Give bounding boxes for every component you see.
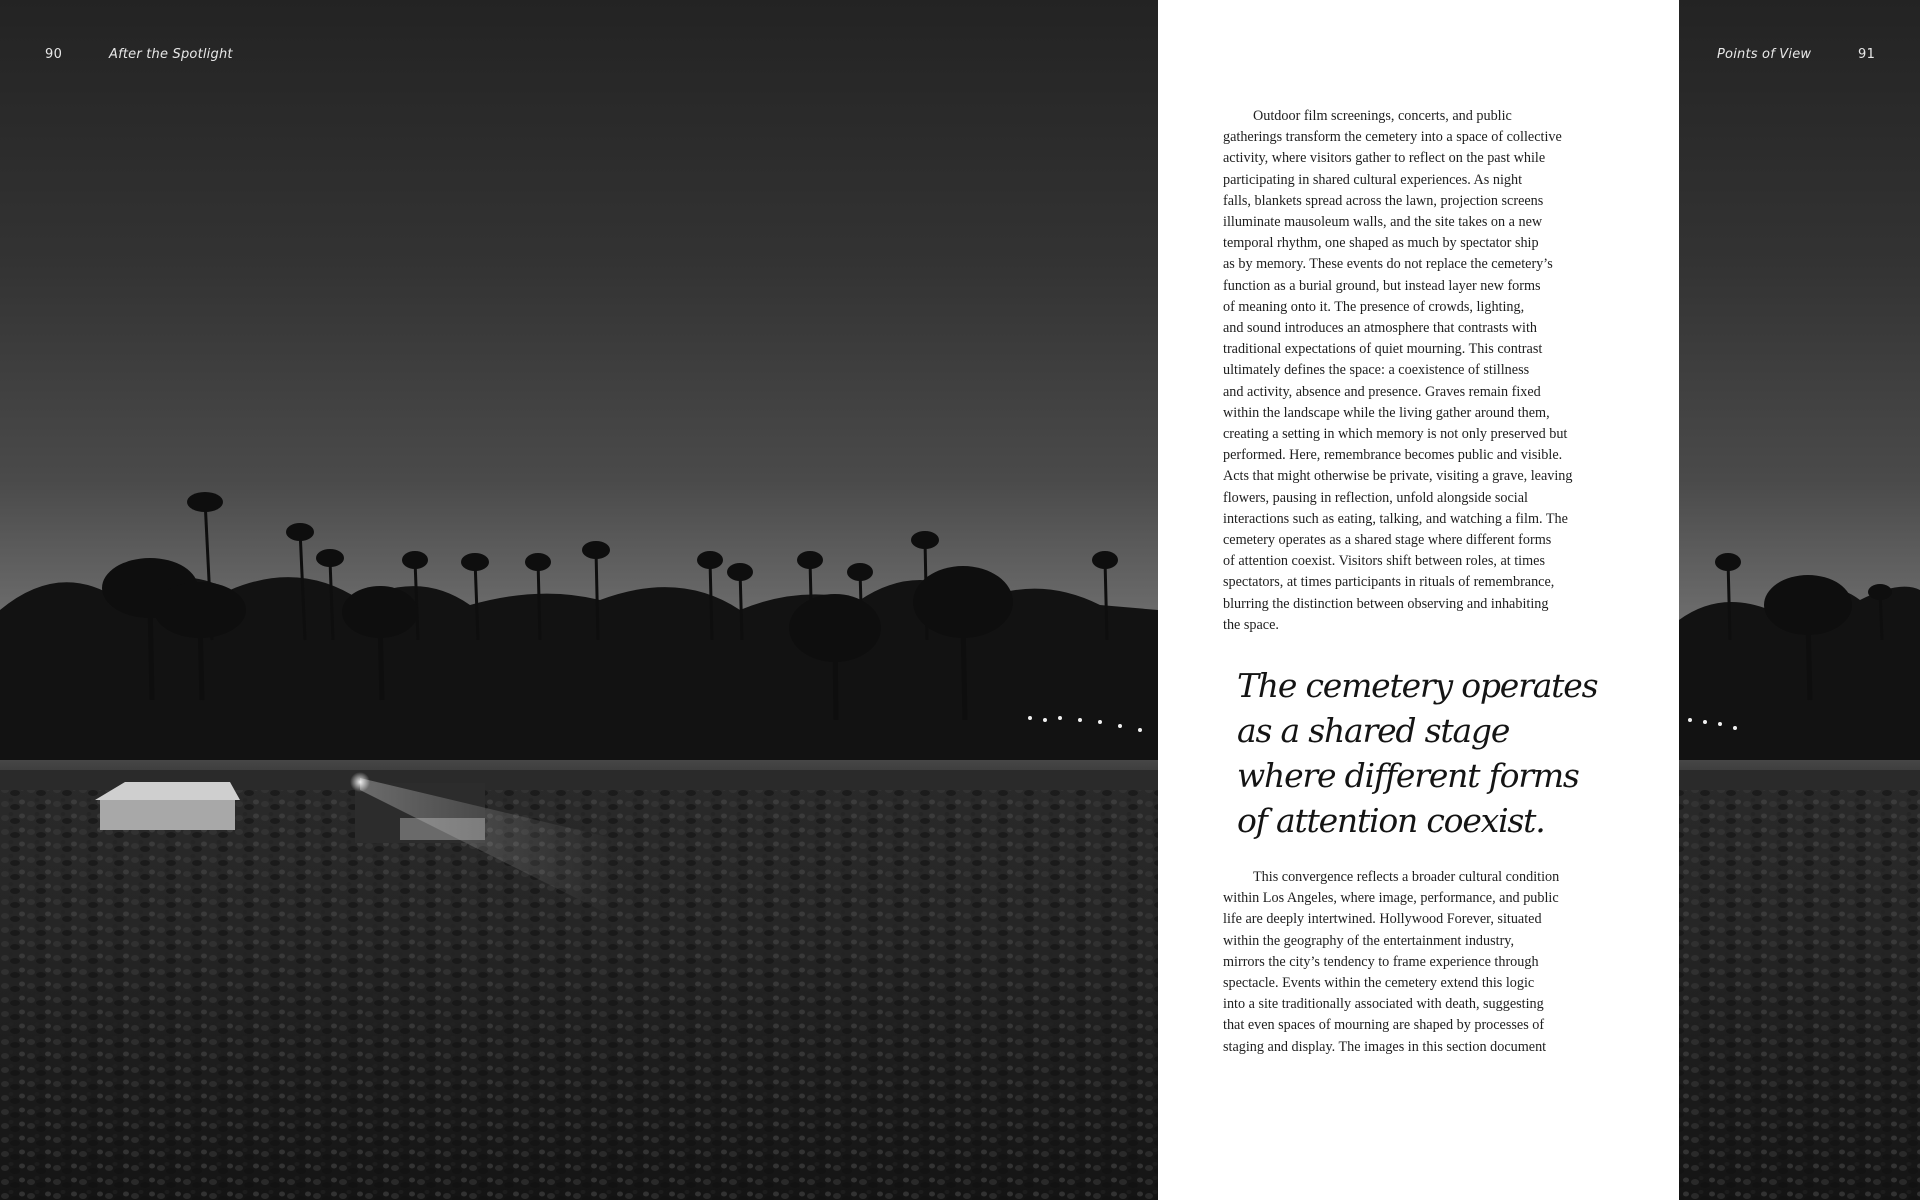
body-text-line: Acts that might otherwise be private, visiting a grave, leaving (1223, 468, 1573, 485)
pull-quote-line: The cemetery operates (1237, 666, 1598, 705)
right-page-number: 91 (1858, 47, 1876, 62)
body-paragraph-1 (1223, 106, 1623, 636)
body-text-line: interactions such as eating, talking, and watching a film. The (1223, 510, 1568, 527)
body-text-line: of attention coexist. Visitors shift between roles, at times (1223, 553, 1545, 570)
body-paragraph-2 (1223, 867, 1623, 1058)
left-page-number: 90 (45, 47, 63, 62)
pull-quote-line: where different forms (1237, 756, 1579, 795)
left-running-head: After the Spotlight (109, 47, 233, 62)
pull-quote-line: of attention coexist. (1237, 801, 1545, 840)
body-text-line: gatherings transform the cemetery into a space of collective (1223, 129, 1562, 146)
body-text-line: activity, where visitors gather to reflect on the past while (1223, 150, 1546, 167)
body-text-line: Outdoor film screenings, concerts, and public (1253, 108, 1512, 124)
pull-quote-line: as a shared stage (1237, 711, 1510, 750)
body-text-line: blurring the distinction between observing and inhabiting (1223, 595, 1549, 612)
white-tent (95, 782, 240, 830)
body-text-line: staging and display. The images in this section document (1223, 1038, 1547, 1055)
body-text-line: of meaning onto it. The presence of crowds, lighting, (1223, 298, 1525, 315)
body-text-line: that even spaces of mourning are shaped by processes of (1223, 1017, 1545, 1034)
body-text-line: into a site traditionally associated with death, suggesting (1223, 996, 1544, 1013)
body-text-line: within the landscape while the living gather around them, (1223, 404, 1550, 421)
pull-quote (1237, 663, 1657, 843)
body-text-line: performed. Here, remembrance becomes public and visible. (1223, 447, 1563, 464)
body-text-line: mirrors the city’s tendency to frame experience through (1223, 953, 1539, 970)
body-text-line: within the geography of the entertainment industry, (1223, 932, 1515, 949)
body-text-line: and sound introduces an atmosphere that contrasts with (1223, 320, 1538, 337)
body-text-line: illuminate mausoleum walls, and the site takes on a new (1223, 214, 1543, 231)
body-text-line: life are deeply intertwined. Hollywood Forever, situated (1223, 911, 1542, 928)
body-text-line: falls, blankets spread across the lawn, projection screens (1223, 192, 1544, 209)
text-column (1158, 0, 1679, 1200)
body-text-line: ultimately defines the space: a coexistence of stillness (1223, 362, 1530, 379)
body-text-line: temporal rhythm, one shaped as much by spectator ship (1223, 235, 1539, 252)
body-text-line: function as a burial ground, but instead layer new forms (1223, 277, 1541, 294)
body-text-line: within Los Angeles, where image, performance, and public (1223, 890, 1559, 907)
body-text-line: spectators, at times participants in rituals of remembrance, (1223, 574, 1555, 591)
body-text-line: traditional expectations of quiet mourning. This contrast (1223, 341, 1543, 358)
body-text-line: This convergence reflects a broader cultural condition (1253, 869, 1560, 885)
body-text-line: the space. (1223, 616, 1279, 633)
body-text-line: as by memory. These events do not replace the cemetery’s (1223, 256, 1553, 273)
body-text-line: participating in shared cultural experiences. As night (1223, 171, 1523, 188)
body-text-line: creating a setting in which memory is not only preserved but (1223, 426, 1568, 443)
right-running-head: Points of View (1717, 47, 1812, 62)
body-text-line: cemetery operates as a shared stage where different forms (1223, 532, 1552, 549)
body-text-line: flowers, pausing in reflection, unfold alongside social (1223, 489, 1528, 506)
body-text-line: and activity, absence and presence. Graves remain fixed (1223, 383, 1541, 400)
body-text-line: spectacle. Events within the cemetery extend this logic (1223, 975, 1535, 992)
